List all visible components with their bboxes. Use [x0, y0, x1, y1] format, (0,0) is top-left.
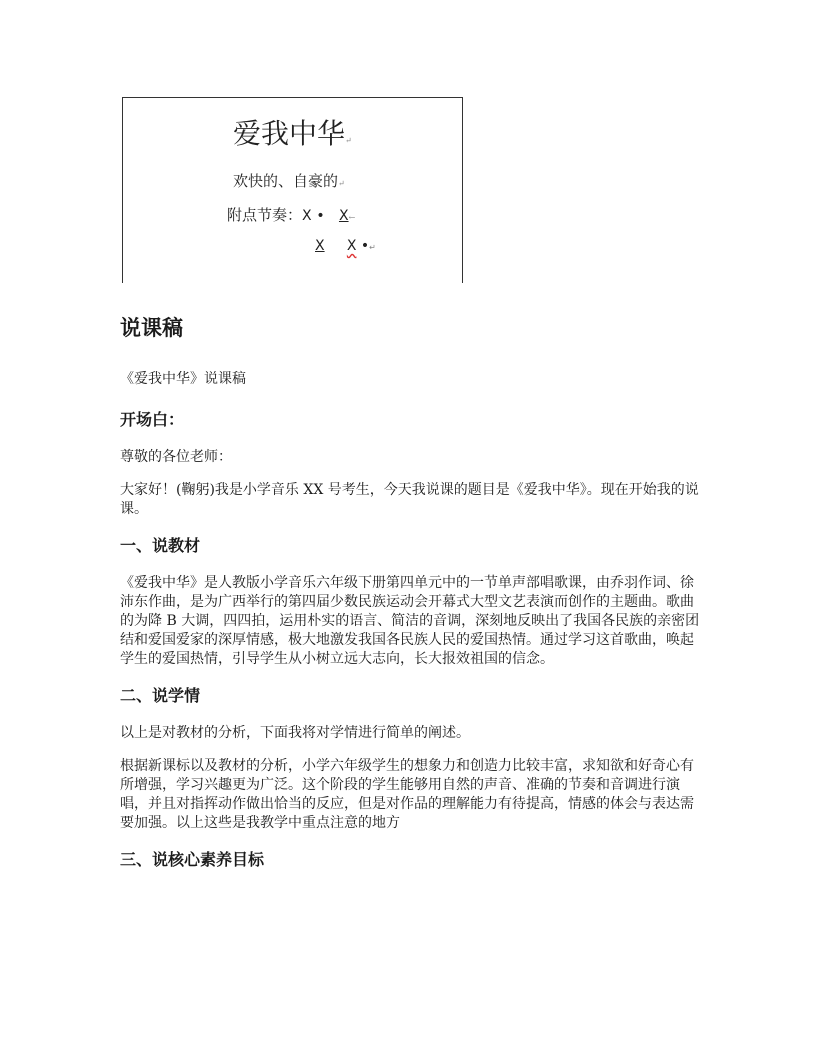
document-body	[120, 312, 700, 888]
slide-subtitle: 欢快的、自豪的↵	[233, 172, 345, 190]
rhythm-note: X	[302, 208, 312, 224]
slide-rhythm-line-2: X X •↵	[315, 238, 376, 254]
rhythm-note-underlined: X	[346, 238, 357, 254]
section1-paragraph: 《爱我中华》是人教版小学音乐六年级下册第四单元中的一节单声部唱歌课，由乔羽作词、徐沛东作曲，是为广西举行的第四届少数民族运动会开幕式大型文艺表演而创作的主题曲。歌曲的为降 B 大调，四四拍，运用朴实的语言、简洁的音调，深刻地反映出了我国各民族的亲密团结和爱国爱家的深厚情感，极大地激发我国各民族人民的爱国热情。通过学习这首歌曲，唤起学生的爱国热情，引导学生从小树立远大志向，长大报效祖国的信念。	[120, 575, 700, 667]
slide-image-frame	[122, 97, 463, 283]
rhythm-dot: •	[316, 208, 325, 224]
document-subtitle: 《爱我中华》说课稿	[120, 371, 246, 387]
section1-heading: 一、说教材	[120, 536, 201, 555]
document-heading: 说课稿	[120, 316, 183, 340]
section2-paragraph-2: 根据新课标以及教材的分析，小学六年级学生的想象力和创造力比较丰富，求知欲和好奇心有所增强，学习兴趣更为广泛。这个阶段的学生能够用自然的声音、准确的节奏和音调进行演唱，并且对指挥动作做出恰当的反应，但是对作品的理解能力有待提高，情感的体会与表达需要加强。以上这些是我教学中重点注意的地方	[120, 758, 694, 831]
rhythm-note-underlined: X	[338, 208, 349, 224]
greeting-paragraph: 尊敬的各位老师：	[120, 449, 232, 465]
section3-heading: 三、说核心素养目标	[120, 850, 265, 869]
slide-title: 爱我中华↵	[233, 117, 352, 150]
opening-heading: 开场白：	[120, 410, 185, 429]
section2-paragraph-1: 以上是对教材的分析，下面我将对学情进行简单的阐述。	[120, 725, 470, 741]
rhythm-dot: •	[360, 238, 370, 254]
slide-rhythm-line-1: 附点节奏：X • X←	[227, 206, 356, 224]
section2-heading: 二、说学情	[120, 686, 201, 705]
rhythm-note-underlined: X	[315, 238, 325, 254]
intro-paragraph: 大家好！(鞠躬)我是小学音乐 XX 号考生，今天我说课的题目是《爱我中华》。现在开始我的说课。	[120, 482, 699, 517]
